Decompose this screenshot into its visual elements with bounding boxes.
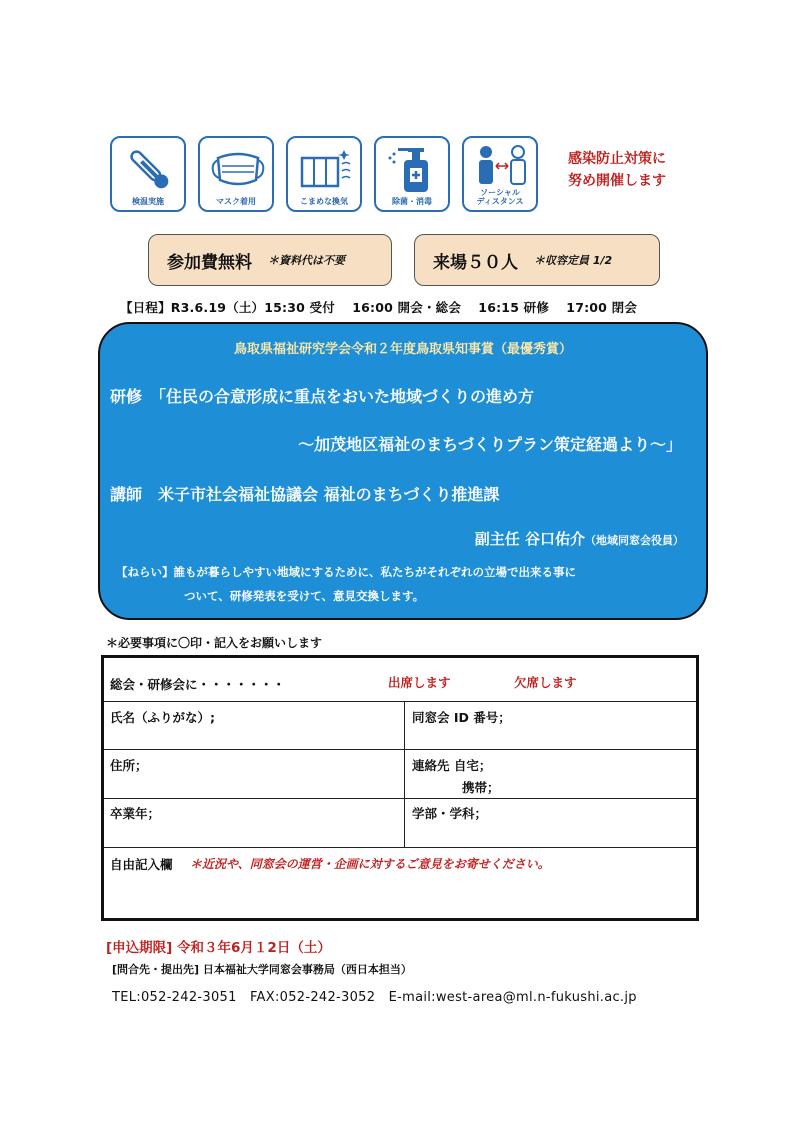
notice-line: 努め開催します: [568, 173, 666, 189]
aim-line1: 【ねらい】誰もが暮らしやすい地域にするために、私たちがそれぞれの立場で出来る事に: [116, 565, 576, 579]
contact-details: TEL:052-242-3051 FAX:052-242-3052 E-mail:west-area@ml.n-fukushi.ac.jp: [112, 990, 637, 1005]
speaker-name-line: [475, 528, 684, 549]
divider: [104, 798, 696, 799]
mobile-field-label[interactable]: 携帯；: [462, 780, 500, 795]
free-field-note: ＊近況や、同窓会の運営・企画に対するご意見をお寄せください。: [190, 857, 550, 871]
name-field-label[interactable]: 氏名（ふりがな）;: [110, 710, 215, 725]
lecture-title-line2: 〜加茂地区福祉のまちづくりプラン策定経過より〜」: [298, 435, 682, 454]
icon-label: こまめな換気: [300, 197, 348, 206]
icon-label: ソーシャル ディスタンス: [476, 188, 524, 206]
form-instruction: ＊必要事項に〇印・記入をお願いします: [106, 636, 323, 650]
aim-line2: ついて、研修発表を受けて、意見交換します。: [184, 589, 425, 603]
speaker-org: 講師 米子市社会福祉協議会 福祉のまちづくり推進課: [110, 485, 500, 504]
schedule: 【日程】R3.6.19（土）15:30 受付 16:00 開会・総会 16:15 研修 17:00 閉会: [120, 300, 638, 315]
attendance-label: 総会・研修会に・・・・・・・: [110, 677, 286, 692]
notice-line: 感染防止対策に: [568, 151, 666, 167]
thermometer-icon-box: [110, 136, 186, 212]
attend-option[interactable]: 出席します: [388, 675, 451, 690]
divider: [104, 749, 696, 750]
capacity-sub: ＊収容定員 1/2: [534, 254, 613, 267]
mask-icon: [208, 144, 268, 196]
lecture-title-line1: 研修 「住民の合意形成に重点をおいた地域づくりの進め方: [110, 387, 535, 406]
divider: [104, 847, 696, 848]
window-icon: [296, 144, 356, 196]
sanitizer-icon-box: [374, 136, 450, 212]
thermometer-icon: [120, 144, 180, 196]
icon-label: 除菌・消毒: [392, 197, 432, 206]
icon-label: 検温実施: [132, 197, 164, 206]
window-icon-box: [286, 136, 362, 212]
icon-label: マスク着用: [216, 197, 256, 206]
divider: [104, 701, 696, 702]
grad-year-field-label[interactable]: 卒業年；: [110, 806, 161, 821]
award-title: 鳥取県福祉研究学会令和２年度鳥取県知事賞（最優秀賞）: [233, 342, 572, 357]
speaker-name: 副主任 谷口佑介: [474, 530, 585, 548]
capacity-badge: [414, 234, 660, 286]
speaker-note: （地域同窓会役員）: [585, 534, 684, 547]
fee-badge: [148, 234, 392, 286]
application-form: [101, 655, 699, 921]
id-field-label[interactable]: 同窓会 ID 番号；: [412, 710, 511, 725]
divider: [404, 701, 405, 848]
lecture-box: [98, 322, 708, 620]
dept-field-label[interactable]: 学部・学科；: [412, 806, 488, 821]
absent-option[interactable]: 欠席します: [514, 675, 577, 690]
address-field-label[interactable]: 住所；: [110, 758, 148, 773]
free-field-label[interactable]: 自由記入欄: [110, 857, 173, 872]
capacity-main: 来場５０人: [433, 252, 518, 273]
contact-office: [問合先・提出先] 日本福祉大学同窓会事務局（西日本担当）: [112, 963, 412, 976]
infection-notice: [568, 148, 666, 192]
fee-main: 参加費無料: [167, 252, 252, 273]
social-distance-icon: [472, 144, 532, 188]
social-distance-icon-box: [462, 136, 538, 212]
fee-sub: ＊資料代は不要: [268, 254, 345, 267]
contact-field-label[interactable]: 連絡先 自宅；: [412, 758, 492, 773]
mask-icon-box: [198, 136, 274, 212]
deadline: [申込期限] 令和３年6月１2日（土）: [106, 940, 331, 956]
sanitizer-icon: [384, 144, 444, 196]
